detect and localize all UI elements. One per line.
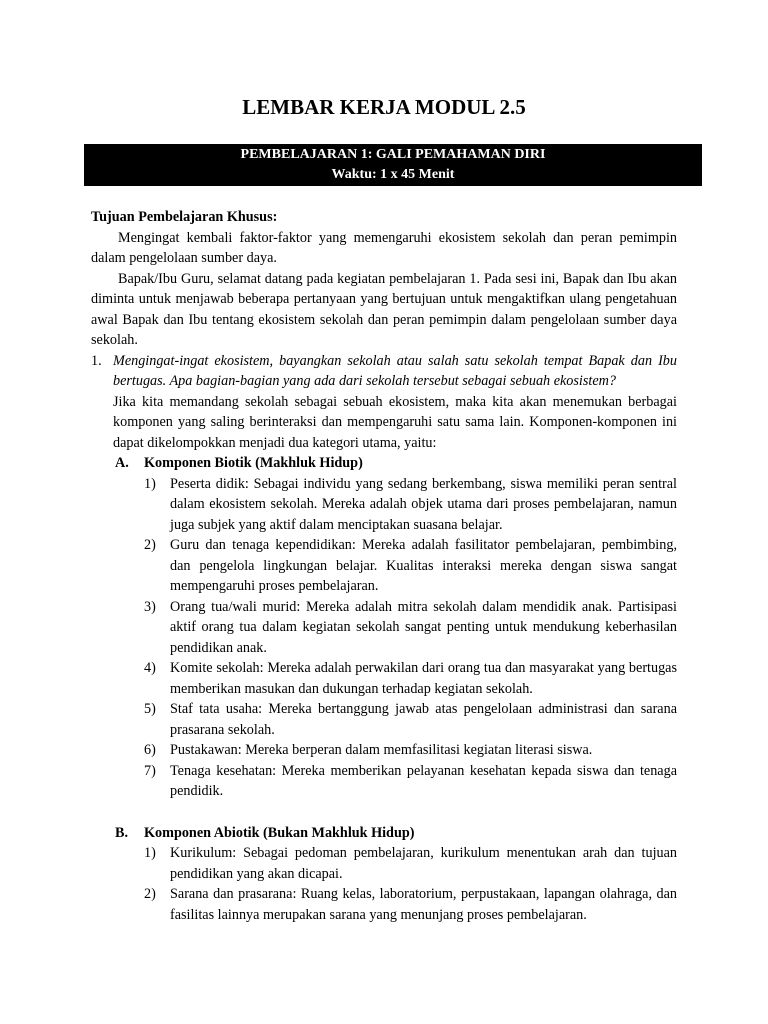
section-title: Komponen Biotik (Makhluk Hidup) [144,455,363,471]
list-item-text: Sarana dan prasarana: Ruang kelas, laboratorium, perpustakaan, lapangan olahraga, dan fasilitas lainnya merupakan sarana yang menunjang proses pembelajaran. [170,886,677,923]
list-item-number: 1) [144,845,156,861]
list-item [144,658,677,699]
section-b-heading [91,823,677,844]
list-item-number: 2) [144,537,156,553]
intro-paragraph: Bapak/Ibu Guru, selamat datang pada kegiatan pembelajaran 1. Pada sesi ini, Bapak dan Ibu akan diminta untuk menjawab beberapa pertanyaan yang bertujuan untuk mengaktifkan ulang pengetahuan awal Bapak dan Ibu tentang ekosistem sekolah dan peran pemimpin dalam pengelolaan sumber daya sekolah. [91,270,677,348]
question-number: 1. [91,352,102,369]
answer-text: Jika kita memandang sekolah sebagai sebuah ekosistem, maka kita akan menemukan berbagai komponen yang saling berinteraksi dan mempengaruhi satu sama lain. Komponen-komponen ini dapat dikelompokkan menjadi dua kategori utama, yaitu: [113,393,677,451]
list-item-number: 4) [144,660,156,676]
abiotic-list [144,843,677,925]
list-item [144,740,677,761]
list-item-number: 5) [144,701,156,717]
biotic-list [144,474,677,802]
list-item [144,474,677,536]
list-item-text: Staf tata usaha: Mereka bertanggung jawab atas pengelolaan administrasi dan sarana prasarana sekolah. [170,701,677,738]
section-letter: A. [115,455,129,471]
list-item-text: Orang tua/wali murid: Mereka adalah mitra sekolah dalam mendidik anak. Partisipasi aktif orang tua dalam kegiatan sekolah sangat penting untuk mendukung keberhasilan pendidikan anak. [170,598,677,656]
list-item [144,535,677,597]
list-item [144,884,677,925]
list-item-number: 7) [144,762,156,779]
list-item [144,843,677,884]
banner-duration: Waktu: 1 x 45 Menit [331,167,455,182]
list-item-number: 6) [144,742,156,758]
banner-lesson-title: PEMBELAJARAN 1: GALI PEMAHAMAN DIRI [240,147,546,162]
list-item-number: 1) [144,475,156,492]
objective-text: Mengingat kembali faktor-faktor yang memengaruhi ekosistem sekolah dan peran pemimpin dalam pengelolaan sumber daya. [91,229,677,266]
section-a-heading [91,453,677,474]
section-title: Komponen Abiotik (Bukan Makhluk Hidup) [144,824,415,841]
list-item-text: Pustakawan: Mereka berperan dalam memfasilitasi kegiatan literasi siswa. [170,742,593,758]
question-1 [91,351,677,454]
document-body [91,207,677,925]
question-text: Mengingat-ingat ekosistem, bayangkan sekolah atau salah satu sekolah tempat Bapak dan Ibu bertugas. Apa bagian-bagian yang ada dari sekolah tersebut sebagai sebuah ekosistem? [113,352,677,389]
document-title: LEMBAR KERJA MODUL 2.5 [242,95,526,119]
objective-heading: Tujuan Pembelajaran Khusus: [91,209,278,225]
list-item-text: Guru dan tenaga kependidikan: Mereka adalah fasilitator pembelajaran, pembimbing, dan pengelola lingkungan belajar. Kualitas interaksi mereka dengan siswa sangat mempengaruhi proses pembelajaran. [170,537,677,594]
section-letter: B. [115,824,129,841]
list-item [144,597,677,659]
list-item-text: Kurikulum: Sebagai pedoman pembelajaran, kurikulum menentukan arah dan tujuan pendidikan yang akan dicapai. [170,845,677,882]
list-item-text: Tenaga kesehatan: Mereka memberikan pelayanan kesehatan kepada siswa dan tenaga pendidik. [170,762,677,799]
list-item-number: 3) [144,598,156,615]
lesson-banner [84,144,702,186]
list-item-text: Komite sekolah: Mereka adalah perwakilan dari orang tua dan masyarakat yang bertugas memberikan masukan dan dukungan terhadap kegiatan sekolah. [170,660,677,697]
list-item [144,699,677,740]
list-item-text: Peserta didik: Sebagai individu yang sedang berkembang, siswa memiliki peran sentral dalam ekosistem sekolah. Mereka adalah objek utama dari proses pembelajaran, namun juga subjek yang aktif dalam menciptakan suasana belajar. [170,475,677,533]
list-item-number: 2) [144,886,156,902]
list-item [144,761,677,802]
